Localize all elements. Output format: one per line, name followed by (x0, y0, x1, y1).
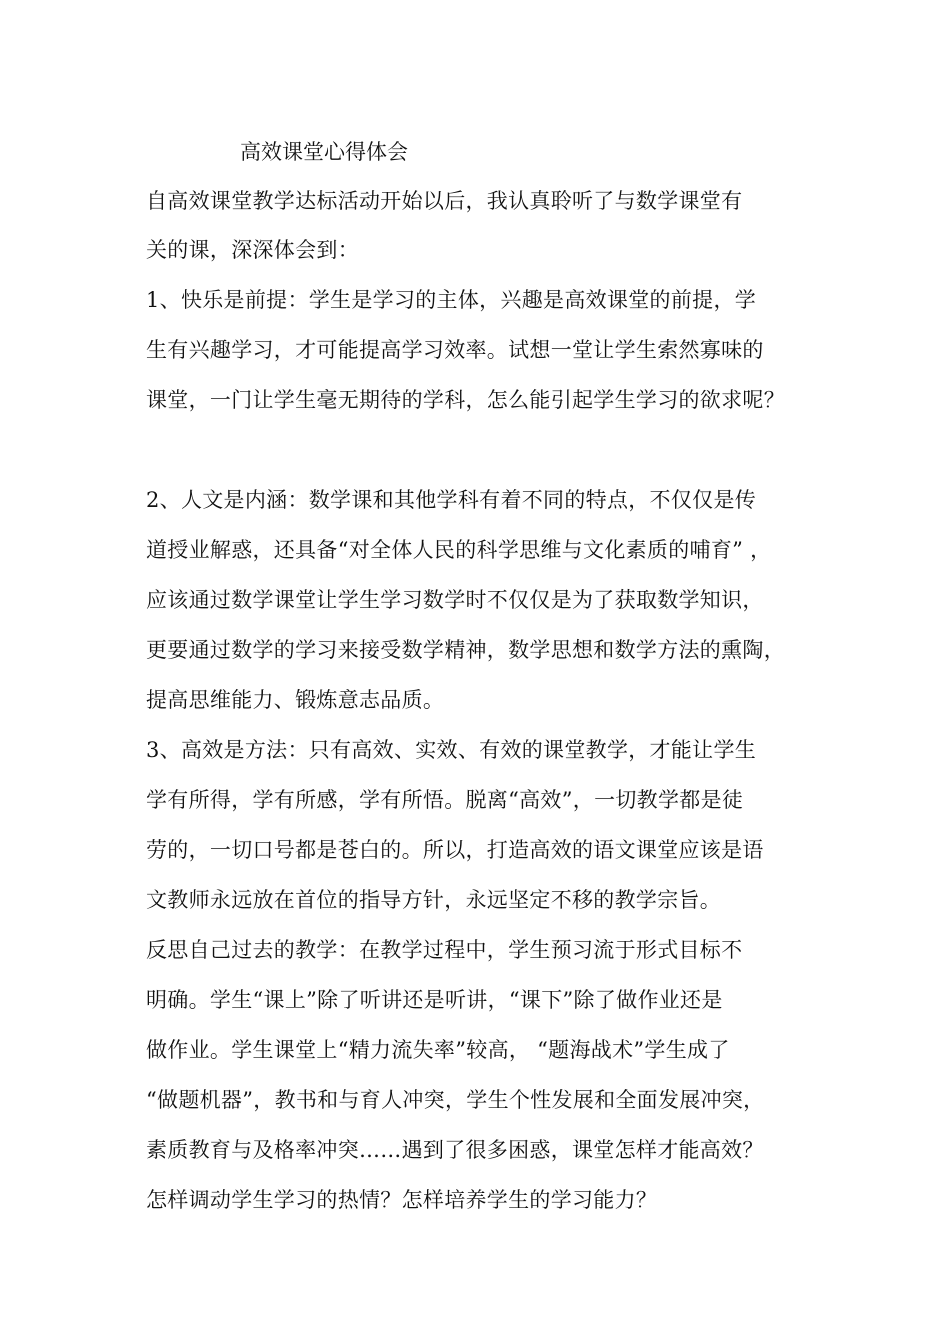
paragraph-line: 自高效课堂教学达标活动开始以后，我认真聆听了与数学课堂有 (146, 189, 743, 213)
paragraph-line: 生有兴趣学习，才可能提高学习效率。试想一堂让学生索然寡味的 (146, 338, 764, 362)
paragraph-line: 明确。学生“课上”除了听讲还是听讲，“课下”除了做作业还是 (146, 988, 723, 1012)
document-title: 高效课堂心得体会 (240, 140, 408, 164)
paragraph-line: 关的课，深深体会到： (146, 238, 359, 262)
paragraph-line: 反思自己过去的教学：在教学过程中，学生预习流于形式目标不 (146, 938, 743, 962)
paragraph-line: 学有所得，学有所感，学有所悟。脱离“高效”，一切教学都是徒 (146, 788, 744, 812)
paragraph-line: 1、快乐是前提：学生是学习的主体，兴趣是高效课堂的前提，学 (146, 288, 757, 312)
paragraph-line: 文教师永远放在首位的指导方针，永远坚定不移的教学宗旨。 (146, 888, 722, 912)
paragraph-line: 2、人文是内涵：数学课和其他学科有着不同的特点，不仅仅是传 (146, 488, 757, 512)
paragraph-line: 应该通过数学课堂让学生学习数学时不仅仅是为了获取数学知识， (146, 588, 764, 612)
paragraph-line: 更要通过数学的学习来接受数学精神，数学思想和数学方法的熏陶， (146, 638, 785, 662)
paragraph-line: 提高思维能力、锻炼意志品质。 (146, 688, 445, 712)
paragraph-line: 劳的，一切口号都是苍白的。所以，打造高效的语文课堂应该是语 (146, 838, 764, 862)
paragraph-line: 课堂，一门让学生毫无期待的学科，怎么能引起学生学习的欲求呢？ (146, 388, 785, 412)
paragraph-line: 做作业。学生课堂上“精力流失率”较高， “题海战术”学生成了 (146, 1038, 730, 1062)
paragraph-line: 怎样调动学生学习的热情？怎样培养学生的学习能力？ (146, 1188, 658, 1212)
paragraph-line: 素质教育与及格率冲突……遇到了很多困惑，课堂怎样才能高效？ (146, 1138, 764, 1162)
paragraph-line: 3、高效是方法：只有高效、实效、有效的课堂教学，才能让学生 (146, 738, 757, 762)
paragraph-line: “做题机器”，教书和与育人冲突，学生个性发展和全面发展冲突， (146, 1088, 765, 1112)
paragraph-line: 道授业解惑，还具备“对全体人民的科学思维与文化素质的哺育” ， (146, 538, 772, 562)
